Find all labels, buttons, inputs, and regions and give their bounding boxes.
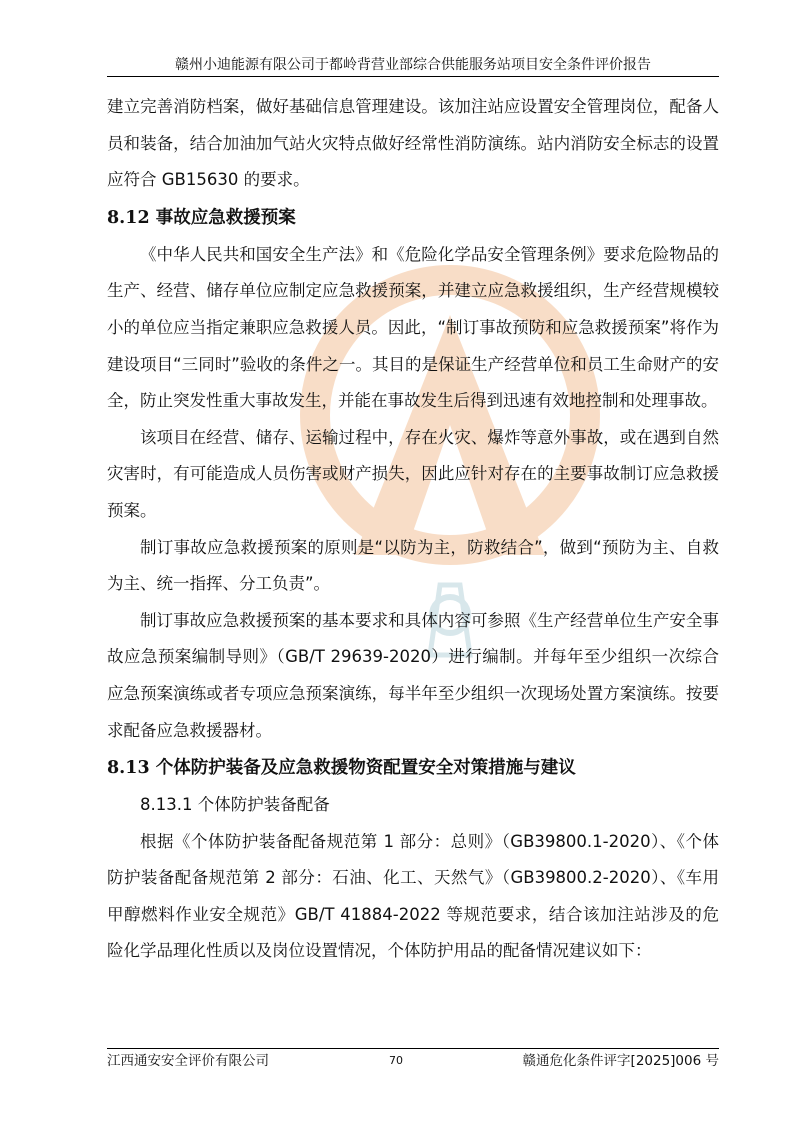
- page-number: 70: [389, 1054, 403, 1067]
- paragraph: 制订事故应急救援预案的原则是“以防为主，防救结合”，做到“预防为主、自救为主、统一指挥、分工负责”。: [107, 537, 719, 594]
- footer-divider: [107, 1048, 719, 1049]
- paragraph: 该项目在经营、储存、运输过程中，存在火灾、爆炸等意外事故，或在遇到自然灾害时，有可能造成人员伤害或财产损失，因此应针对存在的主要事故制订应急救援预案。: [107, 427, 719, 520]
- footer-company: 江西通安安全评价有限公司: [107, 1053, 269, 1069]
- paragraph: 制订事故应急救援预案的基本要求和具体内容可参照《生产经营单位生产安全事故应急预案编制导则》（GB/T 29639-2020）进行编制。并每年至少组织一次综合应急预案演练或者专项应急预案演练，每半年至少组织一次现场处置方案演练。按要求配备应急救援器材。: [107, 610, 719, 740]
- paragraph-continued: 建立完善消防档案，做好基础信息管理建设。该加注站应设置安全管理岗位，配备人员和装备，结合加油加气站火灾特点做好经常性消防演练。站内消防安全标志的设置应符合 GB15630 的要求。: [107, 97, 719, 190]
- document-body: [107, 89, 719, 970]
- subsection-heading-8-13-1: 8.13.1 个体防护装备配备: [140, 795, 330, 815]
- paragraph: 《中华人民共和国安全生产法》和《危险化学品安全管理条例》要求危险物品的生产、经营、储存单位应制定应急救援预案，并建立应急救援组织，生产经营规模较小的单位应当指定兼职应急救援人员。因此，“制订事故预防和应急救援预案”将作为建设项目“三同时”验收的条件之一。其目的是保证生产经营单位和员工生命财产的安全，防止突发性重大事故发生，并能在事故发生后得到迅速有效地控制和处理事故。: [107, 244, 719, 411]
- section-heading-8-12: 8.12 事故应急救援预案: [107, 207, 296, 228]
- footer-doc-number: 赣通危化条件评字[2025]006 号: [522, 1053, 719, 1069]
- page-header: 赣州小迪能源有限公司于都岭背营业部综合供能服务站项目安全条件评价报告: [175, 57, 651, 73]
- paragraph: 根据《个体防护装备配备规范第 1 部分：总则》（GB39800.1-2020）、《个体防护装备配备规范第 2 部分：石油、化工、天然气》（GB39800.2-2020）、《车用甲醇燃料作业安全规范》GB/T 41884-2022 等规范要求，结合该加注站涉及的危险化学品理化性质以及岗位设置情况，个体防护用品的配备情况建议如下：: [107, 831, 719, 961]
- section-heading-8-13: 8.13 个体防护装备及应急救援物资配置安全对策措施与建议: [107, 758, 576, 779]
- header-divider: [107, 76, 719, 77]
